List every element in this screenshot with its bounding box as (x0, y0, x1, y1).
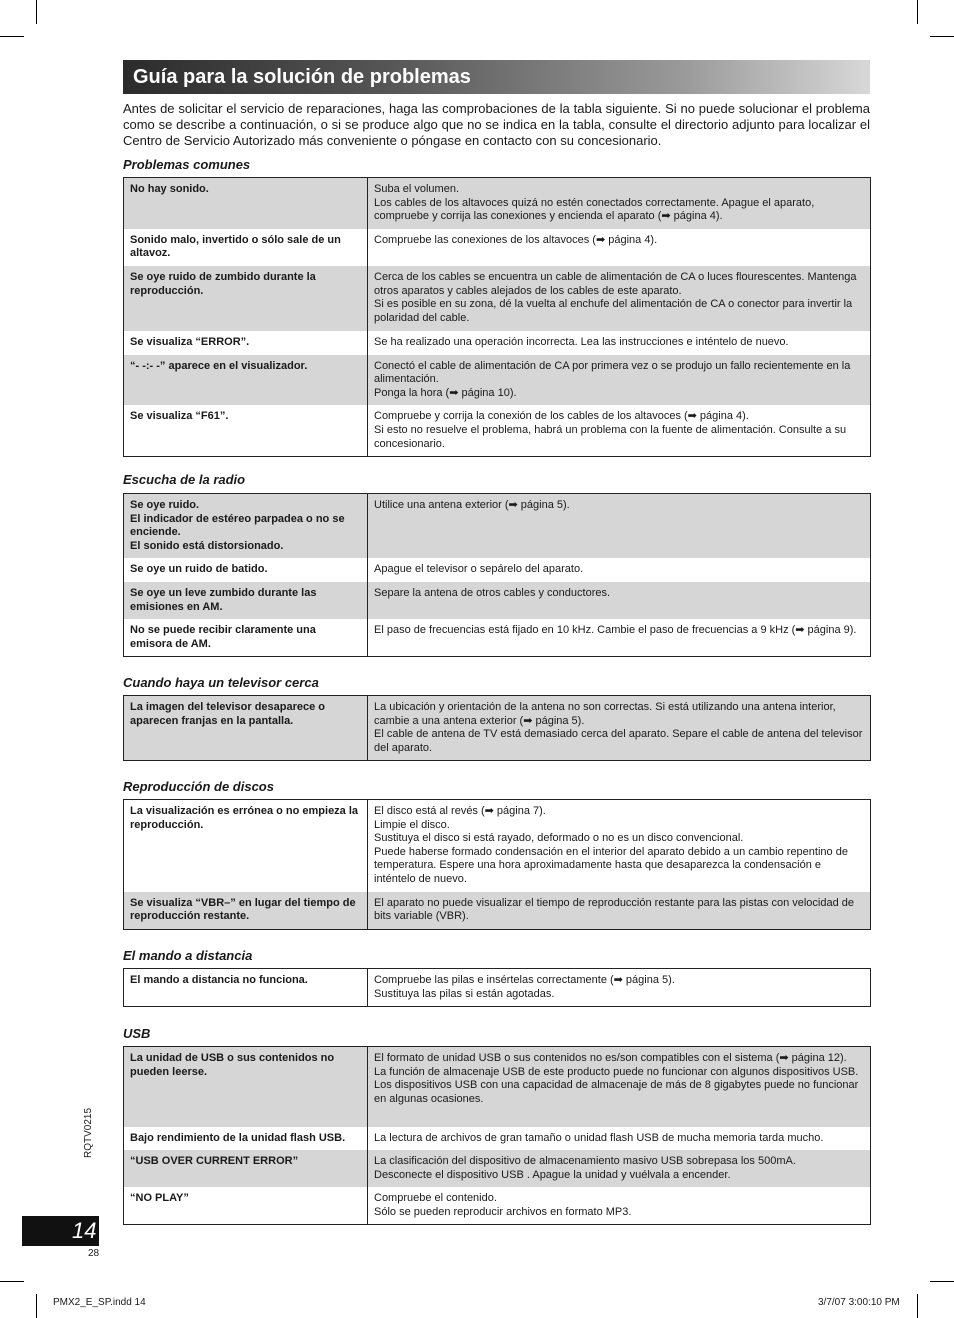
crop-mark (36, 1294, 37, 1318)
table-row (124, 892, 871, 930)
solution-cell (368, 266, 871, 331)
troubleshooting-table (123, 493, 871, 657)
solution-cell (368, 558, 871, 582)
problem-cell: Se oye un leve zumbido durante las emisiones en AM. (124, 582, 368, 619)
problem-cell: Se oye ruido de zumbido durante la reproducción. (124, 266, 368, 331)
table-row (124, 494, 871, 559)
solution-cell (368, 1187, 871, 1225)
solution-line: La función de almacenaje USB de este producto puede no funcionar con algunos dispositivos USB. (374, 1065, 859, 1078)
solution-cell (368, 969, 871, 1007)
problem-cell: “- -:- -” aparece en el visualizador. (124, 355, 368, 406)
troubleshooting-table (123, 799, 871, 930)
section-title: Cuando haya un televisor cerca (123, 675, 319, 690)
solution-cell (368, 229, 871, 266)
table-row (124, 696, 871, 761)
solution-line: Sólo se pueden reproducir archivos en formato MP3. (374, 1205, 632, 1218)
table-row (124, 1150, 871, 1187)
solution-cell (368, 696, 871, 761)
solution-line: El disco está al revés (➡ página 7). (374, 805, 546, 817)
section-title: USB (123, 1026, 151, 1041)
crop-mark (930, 1281, 954, 1282)
problem-cell: Se visualiza “F61”. (124, 405, 368, 456)
crop-mark (0, 36, 24, 37)
table-row (124, 800, 871, 892)
solution-line: Los dispositivos USB con una capacidad de almacenaje de más de 8 gigabytes puede no funcionar en algunas ocasiones. (374, 1079, 859, 1105)
page-number-badge: 14 (22, 1216, 99, 1246)
problem-cell: Sonido malo, invertido o sólo sale de un altavoz. (124, 229, 368, 266)
solution-cell (368, 892, 871, 930)
solution-line: La clasificación del dispositivo de almacenamiento masivo USB sobrepasa los 500mA. (374, 1155, 796, 1168)
crop-mark (36, 0, 37, 24)
table-row (124, 229, 871, 266)
troubleshooting-table (123, 968, 871, 1007)
solution-line: Ponga la hora (➡ página 10). (374, 386, 517, 399)
solution-line: La ubicación y orientación de la antena no son correctas. Si está utilizando una antena interior, cambie a una antena exterior (➡ página 5). (374, 701, 836, 727)
solution-line: Si es posible en su zona, dé la vuelta al enchufe del alimentación de CA o conector para invertir la polaridad del cable. (374, 298, 853, 324)
section-title: Reproducción de discos (123, 779, 274, 794)
page-title: Guía para la solución de problemas (133, 66, 471, 88)
solution-line: Si esto no resuelve el problema, habrá un problema con la fuente de alimentación. Consulte a su concesionario. (374, 423, 847, 450)
table-row (124, 1187, 871, 1225)
problem-cell: Se oye un ruido de batido. (124, 558, 368, 582)
table-row (124, 355, 871, 406)
intro-paragraph: Antes de solicitar el servicio de reparaciones, haga las comprobaciones de la tabla siguiente. Si no puede solucionar el problema como se describe a continuación, o si se produce algo que no se indica en la tabla, consulte el directorio adjunto para localizar el Centro de Servicio Autorizado más conveniente o póngase en contacto con su concesionario. (123, 101, 870, 148)
solution-cell (368, 619, 871, 657)
troubleshooting-table (123, 1046, 871, 1225)
table-row (124, 1127, 871, 1151)
problem-cell: La imagen del televisor desaparece o aparecen franjas en la pantalla. (124, 696, 368, 761)
solution-line: Compruebe el contenido. (374, 1192, 497, 1205)
solution-line: La lectura de archivos de gran tamaño o unidad flash USB de mucha memoria tarda mucho. (374, 1131, 824, 1144)
problem-cell: La visualización es errónea o no empieza la reproducción. (124, 800, 368, 892)
solution-line: Separe la antena de otros cables y conductores. (374, 586, 611, 599)
solution-line: El formato de unidad USB o sus contenidos no es/son compatibles con el sistema (➡ página 12). (374, 1052, 847, 1064)
solution-line: Se ha realizado una operación incorrecta. Lea las instrucciones e inténtelo de nuevo. (374, 335, 789, 348)
table-row (124, 405, 871, 456)
crop-mark (930, 36, 954, 37)
problem-cell: El mando a distancia no funciona. (124, 969, 368, 1007)
solution-line: El cable de antena de TV está demasiado cerca del aparato. Separe el cable de antena del televisor del aparato. (374, 728, 863, 754)
table-row (124, 582, 871, 619)
solution-cell (368, 331, 871, 355)
solution-line: El aparato no puede visualizar el tiempo de reproducción restante para las pistas con velocidad de bits variable (VBR). (374, 896, 855, 923)
section-title: El mando a distancia (123, 948, 253, 963)
crop-mark (917, 0, 918, 24)
table-row (124, 331, 871, 355)
table-row (124, 266, 871, 331)
page-header (123, 60, 870, 94)
solution-cell (368, 405, 871, 456)
solution-line: Limpie el disco. (374, 818, 450, 831)
problem-cell: Bajo rendimiento de la unidad flash USB. (124, 1127, 368, 1151)
solution-line: Sustituya el disco si está rayado, deformado o no es un disco convencional. (374, 832, 744, 845)
footer-file-info: PMX2_E_SP.indd 14 (53, 1297, 146, 1308)
solution-cell (368, 1127, 871, 1151)
solution-cell (368, 1047, 871, 1127)
solution-line: Sustituya las pilas si están agotadas. (374, 987, 555, 1000)
troubleshooting-table (123, 695, 871, 761)
problem-cell: Se visualiza “VBR–” en lugar del tiempo de reproducción restante. (124, 892, 368, 930)
solution-line: Apague el televisor o sepárelo del aparato. (374, 563, 584, 576)
solution-cell (368, 355, 871, 406)
solution-line: Compruebe las conexiones de los altavoces (➡ página 4). (374, 233, 658, 246)
solution-line: Compruebe las pilas e insértelas correctamente (➡ página 5). (374, 974, 675, 986)
solution-cell (368, 582, 871, 619)
table-row (124, 969, 871, 1007)
problem-cell: “NO PLAY” (124, 1187, 368, 1225)
solution-line: Puede haberse formado condensación en el interior del aparato debido a un cambio repentino de temperatura. Espere una hora aproximadamente hasta que desaparezca la condensación e inténtelo de nuevo. (374, 845, 848, 885)
solution-line: Conectó el cable de alimentación de CA por primera vez o se produjo un fallo recientemente en la alimentación. (374, 359, 851, 386)
problem-cell: “USB OVER CURRENT ERROR” (124, 1150, 368, 1187)
problem-cell: No se puede recibir claramente una emisora de AM. (124, 619, 368, 657)
solution-cell (368, 1150, 871, 1187)
problem-cell: No hay sonido. (124, 178, 368, 229)
solution-line: Los cables de los altavoces quizá no estén conectados correctamente. Apague el aparato, compruebe y corrija las conexiones y encienda el aparato (➡ página 4). (374, 196, 815, 223)
solution-cell (368, 494, 871, 559)
solution-line: Compruebe y corrija la conexión de los cables de los altavoces (➡ página 4). (374, 410, 749, 423)
table-row (124, 178, 871, 229)
problem-cell: Se oye ruido. El indicador de estéreo parpadea o no se enciende. El sonido está distorsionado. (124, 494, 368, 559)
solution-line: Cerca de los cables se encuentra un cable de alimentación de CA o luces flourescentes. Mantenga otros aparatos y cables alejados de los cables de este aparato. (374, 270, 857, 297)
crop-mark (917, 1294, 918, 1318)
table-row (124, 1047, 871, 1127)
section-title: Escucha de la radio (123, 472, 246, 487)
document-code: RQTV0215 (83, 1107, 94, 1158)
table-row (124, 619, 871, 657)
solution-line: Desconecte el dispositivo USB . Apague la unidad y vuélvala a encender. (374, 1168, 731, 1181)
solution-cell (368, 800, 871, 892)
table-row (124, 558, 871, 582)
crop-mark (0, 1281, 24, 1282)
solution-line: El paso de frecuencias está fijado en 10 kHz. Cambie el paso de frecuencias a 9 kHz (➡ página 9). (374, 624, 857, 637)
solution-cell (368, 178, 871, 229)
footer-timestamp: 3/7/07 3:00:10 PM (818, 1297, 900, 1308)
troubleshooting-table (123, 177, 871, 457)
solution-line: Utilice una antena exterior (➡ página 5). (374, 499, 570, 511)
section-title: Problemas comunes (123, 157, 251, 172)
solution-line: Suba el volumen. (374, 183, 459, 195)
problem-cell: La unidad de USB o sus contenidos no pueden leerse. (124, 1047, 368, 1127)
sheet-number: 28 (88, 1248, 100, 1259)
problem-cell: Se visualiza “ERROR”. (124, 331, 368, 355)
